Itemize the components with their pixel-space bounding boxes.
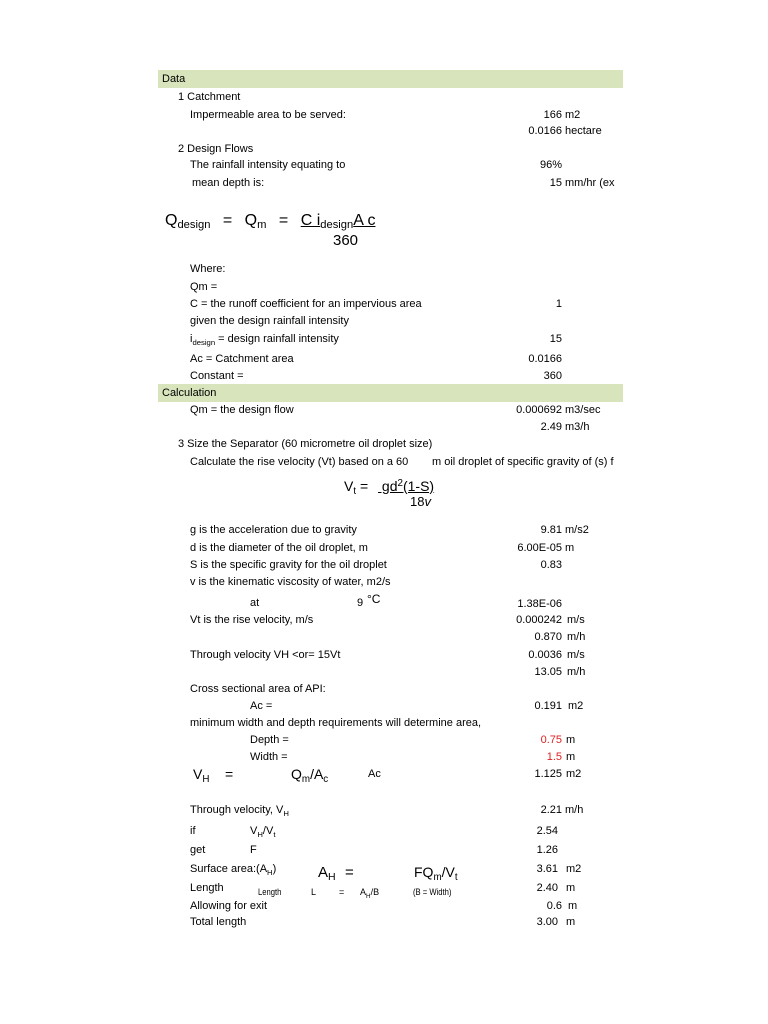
vh-equation-ac: Ac <box>368 768 381 780</box>
param-d-label: d is the diameter of the oil droplet, m <box>190 542 368 554</box>
ah-equation-rhs: $FQ_m/V_t$ <box>414 864 458 883</box>
param-g-label: g is the acceleration due to gravity <box>190 524 357 536</box>
length-formula-note: (B = Width) <box>413 887 452 897</box>
vh-vt-ratio-value: 2.54 <box>536 825 558 837</box>
where-ac-value: 0.0166 <box>528 353 562 365</box>
vh-equation-equals: = <box>225 766 234 782</box>
get-label: get <box>190 844 206 856</box>
catchment-unit-m2: m2 <box>565 109 581 121</box>
qm-design-flow-unit-2: m3/h <box>565 421 590 433</box>
ah-equation-lhs: $A_H$ <box>318 864 336 883</box>
total-length-label: Total length <box>190 916 247 928</box>
vh-value-1: 0.0036 <box>528 649 562 661</box>
where-constant-value: 360 <box>543 370 562 382</box>
width-value: 1.5 <box>546 751 562 763</box>
viscosity-at: at <box>250 597 260 609</box>
calculation-header-band <box>158 384 623 402</box>
rise-velocity-text-a: Calculate the rise velocity (Vt) based on a 60 <box>190 456 409 468</box>
width-label: Width = <box>250 751 288 763</box>
vh-unit-2: m/h <box>567 666 586 678</box>
length-formula-equals: = <box>339 887 345 897</box>
length-label: Length <box>190 882 224 894</box>
width-unit: m <box>566 751 576 763</box>
vt-label: Vt is the rise velocity, m/s <box>190 614 314 626</box>
qm-design-flow-unit: m3/sec <box>565 404 601 416</box>
viscosity-temp: 9 <box>357 597 364 609</box>
param-g-value: 9.81 <box>540 524 562 536</box>
design-flows-heading: 2 Design Flows <box>178 143 254 155</box>
surface-area-value: 3.61 <box>536 863 558 875</box>
f-value: 1.26 <box>536 844 558 856</box>
vt-unit-2: m/h <box>567 631 586 643</box>
vt-value-2: 0.870 <box>534 631 562 643</box>
min-requirements-label: minimum width and depth requirements will determine area, <box>190 717 482 729</box>
viscosity-value: 1.38E-06 <box>517 598 562 610</box>
depth-value: 0.75 <box>540 734 562 746</box>
depth-label: Depth = <box>250 734 289 746</box>
vt-equation: $V_t = gd^2(1-S)$ <box>344 478 435 497</box>
vh-value-2: 13.05 <box>534 666 562 678</box>
rise-velocity-text-b: m oil droplet of specific gravity of (s) f <box>432 456 614 468</box>
where-given: given the design rainfall intensity <box>190 315 349 327</box>
qm-design-flow-value-2: 2.49 <box>540 421 562 433</box>
surface-area-unit: m2 <box>566 863 582 875</box>
where-i-value: 15 <box>549 333 562 345</box>
catchment-heading: 1 Catchment <box>178 91 241 103</box>
separator-heading: 3 Size the Separator (60 micrometre oil droplet size) <box>178 438 433 450</box>
q-design-equation: $Q_{design} = Q_m = C$ $i_{design}A$ c <box>165 212 376 231</box>
where-qm: Qm = <box>190 281 218 293</box>
catchment-area-m2: 166 <box>543 109 562 121</box>
f-label: F <box>250 844 257 856</box>
where-c-label: C = the runoff coefficient for an impervious area <box>190 298 422 310</box>
param-d-value: 6.00E-05 <box>517 542 562 554</box>
mean-depth-unit: mm/hr (ex <box>565 177 615 189</box>
where-c-value: 1 <box>555 298 562 310</box>
catchment-unit-ha: hectare <box>565 125 602 137</box>
qm-design-flow-label: Qm = the design flow <box>190 404 294 416</box>
surface-area-label: Surface $area:(A_H)$ <box>190 863 277 877</box>
cross-section-label: Cross sectional area of API: <box>190 683 326 695</box>
through-velocity-label: Through velocity, $V_H$ <box>190 804 289 818</box>
data-header: Data <box>162 73 186 85</box>
vt-equation-denominator: 18v <box>410 494 431 509</box>
cross-ac-value: 0.191 <box>534 700 562 712</box>
vt-unit-1: m/s <box>567 614 585 626</box>
vh-vt-ratio-label: $V_H/V_t$ <box>250 825 276 839</box>
where-i-label: $i_{design}$ = design rainfall intensity <box>190 333 339 347</box>
cross-ac-label: Ac = <box>250 700 273 712</box>
depth-unit: m <box>566 734 576 746</box>
vh-equation-lhs: $V_H$ <box>193 766 210 785</box>
rainfall-intensity-label: The rainfall intensity equating to <box>190 159 346 171</box>
param-d-unit: m <box>565 542 575 554</box>
viscosity-deg: °C <box>367 592 381 606</box>
mean-depth-label: mean depth is: <box>192 177 265 189</box>
exit-value: 0.6 <box>546 900 562 912</box>
where-ac-label: Ac = Catchment area <box>190 353 294 365</box>
through-velocity-unit: m/h <box>565 804 584 816</box>
if-label: if <box>190 825 196 837</box>
q-design-denominator: 360 <box>333 232 359 249</box>
exit-unit: m <box>568 900 578 912</box>
catchment-area-ha: 0.0166 <box>528 125 562 137</box>
vh-equation-unit: m2 <box>566 768 582 780</box>
mean-depth-value: 15 <box>549 177 562 189</box>
length-formula-word: Length <box>258 887 282 897</box>
length-formula-l: L <box>311 887 317 897</box>
ah-equation-equals: = <box>345 864 354 881</box>
length-formula-ah-b: $A_H/B$ <box>360 887 380 900</box>
catchment-label: Impermeable area to be served: <box>190 109 346 121</box>
vh-label: Through velocity VH <or= 15Vt <box>190 649 341 661</box>
through-velocity-value: 2.21 <box>540 804 562 816</box>
vt-value-1: 0.000242 <box>516 614 562 626</box>
vh-equation-value: 1.125 <box>534 768 562 780</box>
qm-design-flow-value: 0.000692 <box>516 404 562 416</box>
where-constant-label: Constant = <box>190 370 244 382</box>
total-length-value: 3.00 <box>536 916 558 928</box>
calculation-header: Calculation <box>162 387 217 399</box>
length-unit: m <box>566 882 576 894</box>
rainfall-intensity-value: 96% <box>539 159 562 171</box>
data-header-band <box>158 70 623 88</box>
vh-unit-1: m/s <box>567 649 585 661</box>
total-length-unit: m <box>566 916 576 928</box>
where-title: Where: <box>190 263 226 275</box>
param-v-label: v is the kinematic viscosity of water, m2/s <box>190 576 391 588</box>
param-s-value: 0.83 <box>540 559 562 571</box>
length-value: 2.40 <box>536 882 558 894</box>
exit-label: Allowing for exit <box>190 900 268 912</box>
cross-ac-unit: m2 <box>568 700 584 712</box>
param-g-unit: m/s2 <box>565 524 589 536</box>
vh-equation-rhs: $Q_m/A_c$ <box>291 766 329 785</box>
param-s-label: S is the specific gravity for the oil droplet <box>190 559 387 571</box>
